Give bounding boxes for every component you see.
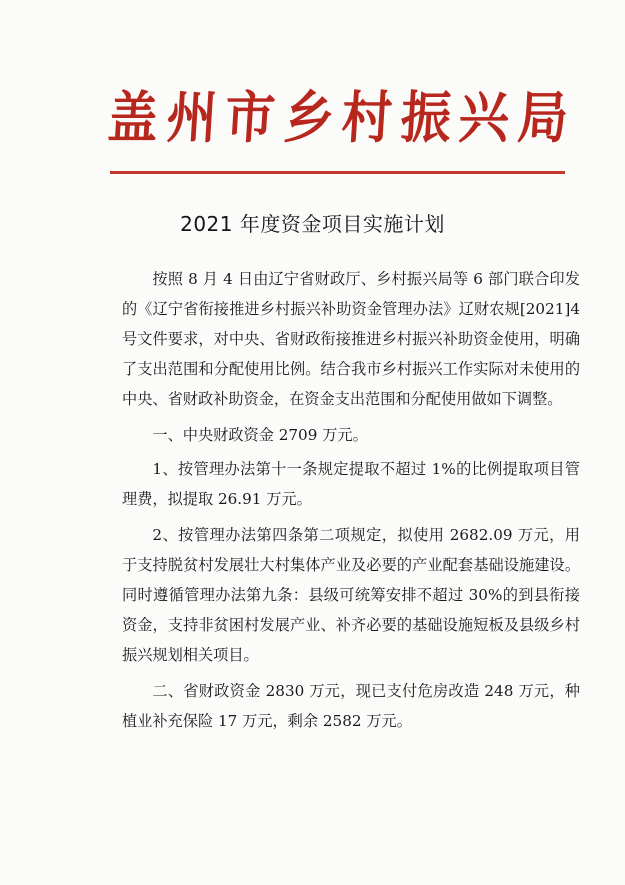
letterhead-char: 乡	[281, 85, 336, 151]
paragraph-item-2: 2、按管理办法第四条第二项规定，拟使用 2682.09 万元，用于支持脱贫村发展壮大村集体产业及必要的产业配套基础设施建设。同时遵循管理办法第九条：县级可统筹安排不超过 30%的到县衔接资金，支持非贫困村发展产业、补齐必要的基础设施短板及县级乡村振兴规划相关项目。	[122, 526, 580, 664]
letterhead-banner	[105, 82, 570, 154]
letterhead-char: 盖	[105, 85, 161, 151]
document-body	[122, 264, 580, 742]
paragraph-section-provincial: 二、省财政资金 2830 万元，现已支付危房改造 248 万元，种植业补充保险 17 万元，剩余 2582 万元。	[122, 682, 580, 730]
letterhead-char: 市	[223, 85, 278, 151]
letterhead-char: 村	[340, 85, 395, 151]
paragraph-item-1: 1、按管理办法第十一条规定提取不超过 1%的比例提取项目管理费，拟提取 26.91 万元。	[122, 460, 580, 508]
letterhead-char: 州	[164, 85, 219, 151]
document-title: 2021 年度资金项目实施计划	[180, 212, 445, 236]
paragraph-section-central: 一、中央财政资金 2709 万元。	[152, 426, 368, 444]
letterhead-divider	[110, 171, 565, 174]
letterhead-char: 振	[398, 85, 453, 151]
paragraph-intro: 按照 8 月 4 日由辽宁省财政厅、乡村振兴局等 6 部门联合印发的《辽宁省衔接推进乡村振兴补助资金管理办法》辽财农规[2021]4 号文件要求，对中央、省财政衔接推进乡村振兴补助资金使用，明确了支出范围和分配使用比例。结合我市乡村振兴工作实际对未使用的中央、省财政补助资金，在资金支出范围和分配使用做如下调整。	[122, 270, 580, 408]
letterhead-char: 兴	[457, 85, 512, 151]
letterhead-char: 局	[515, 85, 570, 151]
